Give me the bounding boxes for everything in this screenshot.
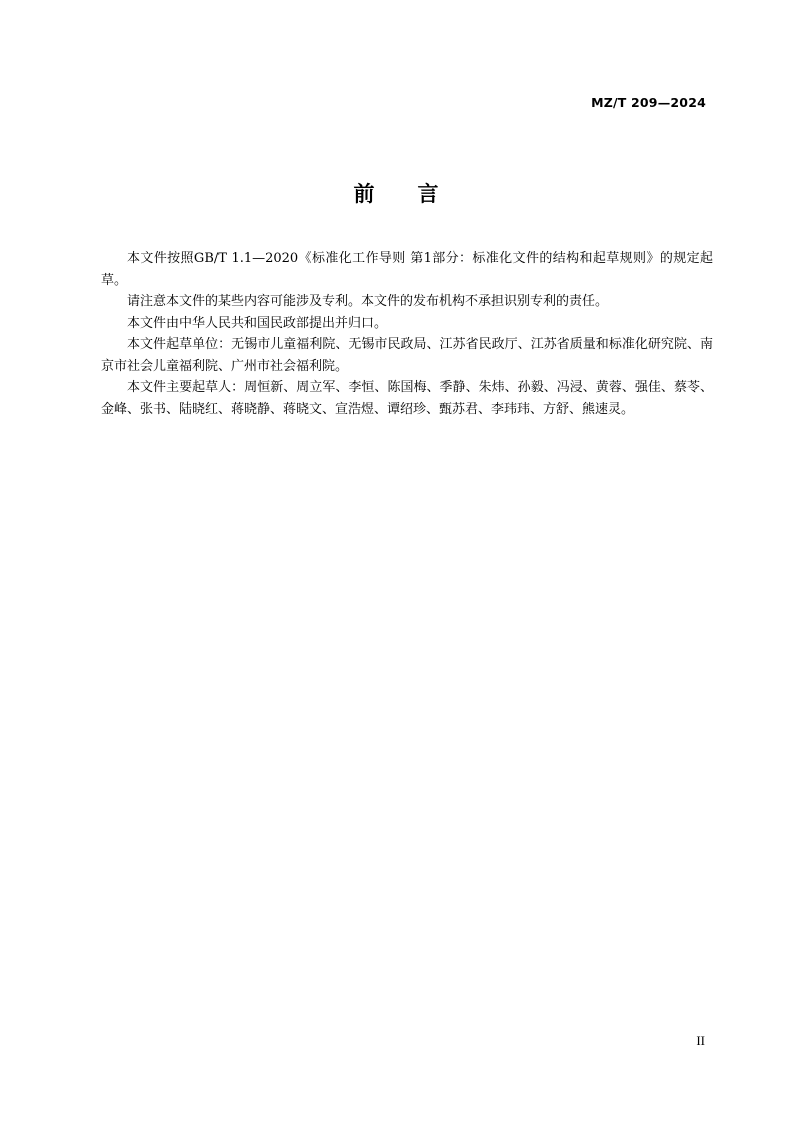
paragraph-drafters: 本文件主要起草人：周恒新、周立军、李恒、陈国梅、季静、朱炜、孙毅、冯浸、黄蓉、强佳、蔡苓、金峰、张书、陆晓红、蒋晓静、蒋晓文、宣浩煜、谭绍珍、甄苏君、李玮玮、方舒、熊速灵。 xyxy=(101,380,713,417)
paragraph-drafting-rules: 本文件按照GB/T 1.1—2020《标准化工作导则 第1部分：标准化文件的结构和起草规则》的规定起草。 xyxy=(101,251,713,288)
standard-code: MZ/T 209—2024 xyxy=(591,95,706,110)
title-char-2: 言 xyxy=(417,182,440,206)
foreword-body xyxy=(101,248,713,420)
paragraph-patent-notice: 请注意本文件的某些内容可能涉及专利。本文件的发布机构不承担识别专利的责任。 xyxy=(127,294,609,309)
page-number: II xyxy=(696,1033,705,1048)
paragraph-proposer: 本文件由中华人民共和国民政部提出并归口。 xyxy=(127,315,388,331)
paragraph-drafting-units: 本文件起草单位：无锡市儿童福利院、无锡市民政局、江苏省民政厅、江苏省质量和标准化研究院、南京市社会儿童福利院、广州市社会福利院。 xyxy=(101,337,713,374)
page-title xyxy=(0,178,793,208)
title-char-1: 前 xyxy=(353,182,376,206)
